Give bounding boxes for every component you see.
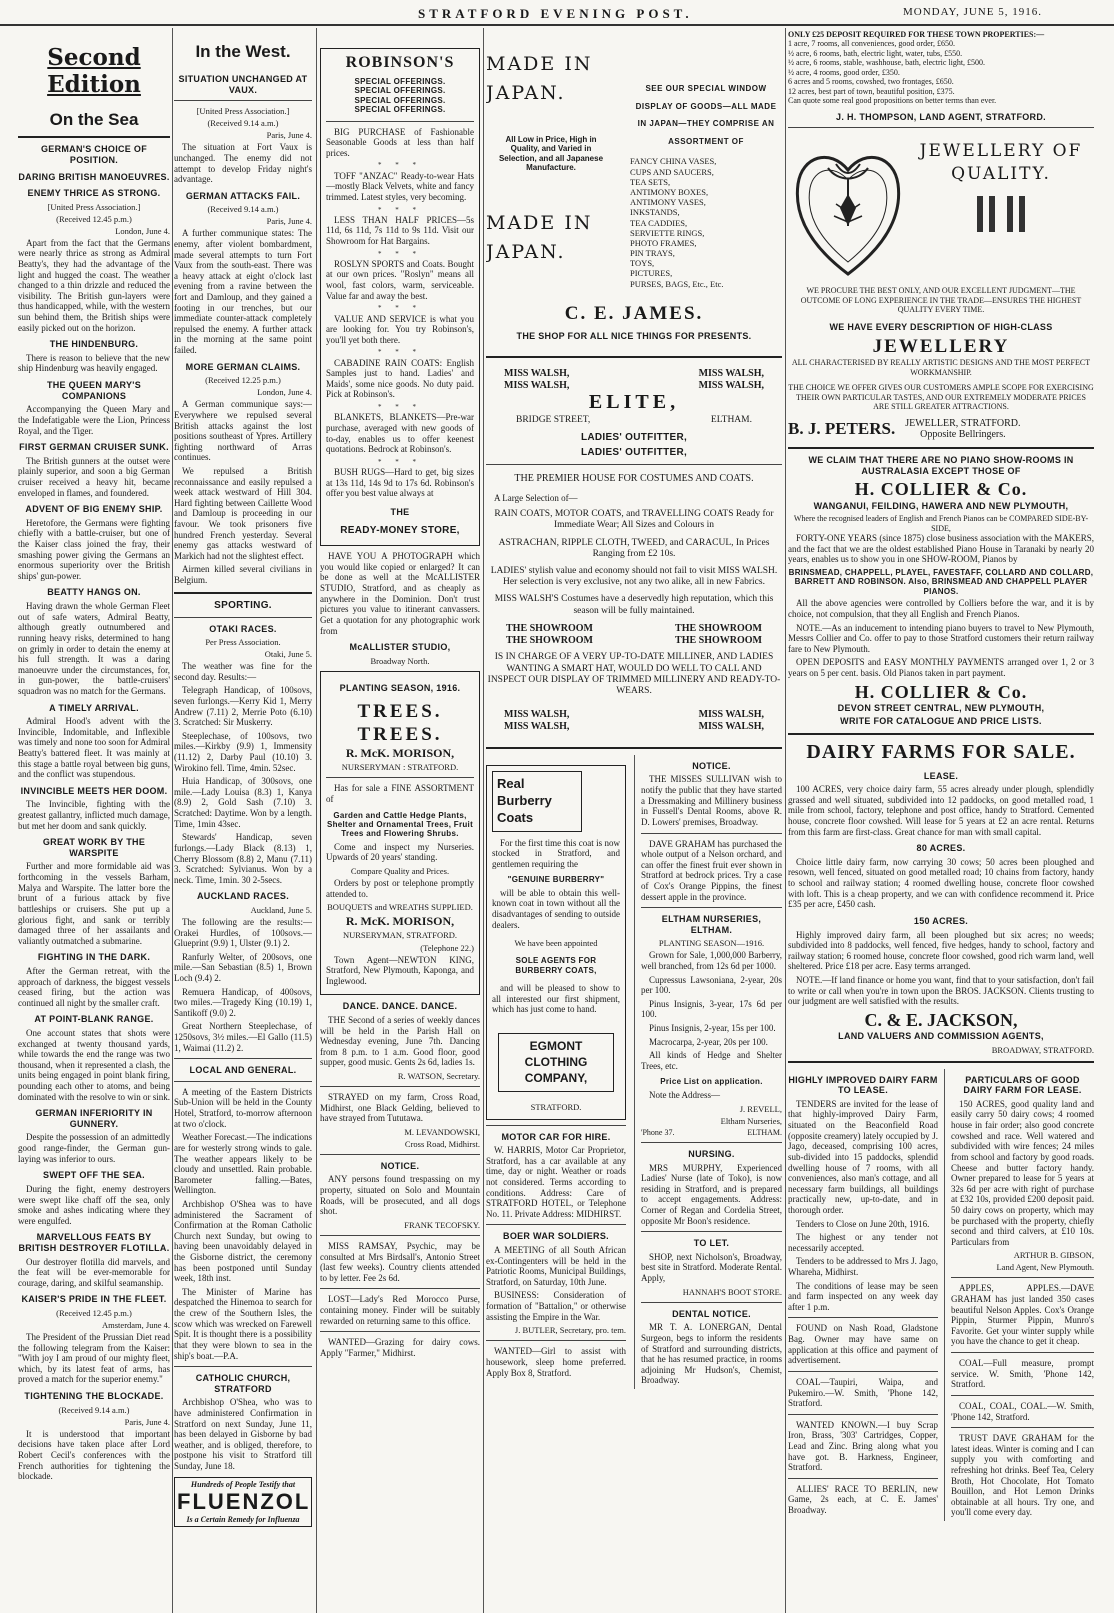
ad-title: PARTICULARS OF GOOD DAIRY FARM FOR LEASE. <box>963 1074 1082 1096</box>
section-heading: SPORTING. <box>214 599 272 611</box>
article-paragraph: Weather Forecast.—The indications are for westerly strong winds to gale. The weather appears likely to be cloudy and unsettled. Rain probable. Barometer falling.—Bates, Wellington. <box>174 1132 312 1196</box>
ad-text: FOUND on Nash Road, Gladstone Bag. Owner may have same on application at this office and payment of advertisement. <box>788 1323 938 1366</box>
ad-item: TOFF "ANZAC" Ready-to-wear Hats —mostly Black Velvets, white and fancy trimmed. Latest styles, very becoming. <box>326 170 474 202</box>
dateline: London, June 4. <box>257 387 312 398</box>
wire-credit: [United Press Association.] <box>47 201 141 212</box>
ad-text: LOST—Lady's Red Morocco Purse, containing money. Finder will be suitably rewarded on returning same to this office. <box>320 1294 480 1326</box>
received-time: (Received 12.45 p.m.) <box>56 213 132 224</box>
ad-text: 150 ACRES, good quality land and easily carry 50 dairy cows; 4 roomed house in fair order; also good concrete cowshed and race. Well watered and subdivided with wire fences; 24 miles from school and factory by good roads. Cheese and butter factory handy. Owner prepared to lease for 5 years at 32s 6d per acre with right of purchase at £32 10s, provided £200 deposit paid. 50 dairy cows on property, which may be purchased with the property, chiefly second and third calvers, at £10 10s. Particulars from <box>951 1098 1094 1247</box>
ad-text: WANTED KNOWN.—I buy Scrap Iron, Brass, '303' Cartridges, Copper, Lead and Zinc. Bring along what you have got. B. Harkness, Engineer, Stratford. <box>788 1419 938 1473</box>
ad-subtitle: SPECIAL OFFERINGS. <box>354 105 446 115</box>
ad-text: APPLES, APPLES.—DAVE GRAHAM has just landed 350 cases beautiful Nelson Apples. Cox's Orange Pippin, Sturmer Pippin, Munro's Favorite. Get your winter supply while you have the chance to get it cheap. <box>951 1283 1094 1347</box>
article-paragraph: The Minister of Marine has despatched the Hinemoa to search for the crew of the Southern Isles, the scow which was wrecked on Farewell Spit. It is thought there is a possibility that they were blown to sea in the ship's boat.—P.A. <box>174 1286 312 1361</box>
ad-text: SEE OUR SPECIAL WINDOW DISPLAY OF GOODS—ALL MADE IN JAPAN—THEY COMPRISE AN ASSORTMENT OF <box>635 84 777 146</box>
ad-heading: MADE IN JAPAN. <box>486 53 593 105</box>
ad-title: DENTAL NOTICE. <box>672 1308 751 1319</box>
ad-text: STRAYED on my farm, Cross Road, Midhirst, one Black Gelding, believed to have strayed from Tututawa. <box>320 1092 480 1124</box>
ad-text: LADIES' stylish value and economy should not fail to visit MISS WALSH. Her selection is very exclusive, not any two alike, all in new Fabrics. <box>490 566 778 588</box>
ad-text: Town Agent—NEWTON KING, Stratford, New Plymouth, Kaponga, and Inglewood. <box>326 954 474 986</box>
ad-text: FORTY-ONE YEARS (since 1875) close business association with the MAKERS, and the fact that we are the oldest established Piano House in Taranaki by nearly 20 years, enables us to show you in one SHOW-ROOM, Pianos by <box>788 533 1094 565</box>
ad-heading: DAIRY FARMS FOR SALE. <box>806 741 1076 764</box>
ad-subtitle: NURSERYMAN : STRATFORD. <box>341 762 459 773</box>
peters-signature <box>788 418 1094 442</box>
ad-text: WE HAVE EVERY DESCRIPTION OF HIGH-CLASS <box>829 322 1053 333</box>
ad-address: STRATFORD. <box>530 1101 582 1112</box>
ad-text: All Low in Price, High in Quality, and Varied in Selection, and all Japanese Manufacture. <box>498 134 604 173</box>
ad-text: Has for sale a FINE ASSORTMENT of <box>326 783 474 804</box>
article-paragraph: Accompanying the Queen Mary and the Indefatigable were the Lion, Princess Royal, and the Tiger. <box>18 404 170 436</box>
ad-item: ROSLYN SPORTS and Coats. Bought at our own prices. "Roslyn" means all wool, fast colors, warm, serviceable. Value far and away the best. <box>326 258 474 301</box>
ad-text: THE SHOWROOM <box>506 622 593 634</box>
ad-title: ONLY £25 DEPOSIT REQUIRED FOR THESE TOWN PROPERTIES:— <box>788 30 1045 39</box>
ad-subtitle: SPECIAL OFFERINGS. <box>354 76 446 86</box>
article-paragraph: The President of the Prussian Diet read the following telegram from the Kaiser: "With joy I am proud of our mighty fleet, which, by its latest feat of arms, has proved a match for the superior enemy." <box>18 1332 170 1385</box>
headline: AUCKLAND RACES. <box>197 891 289 902</box>
article-paragraph: Despite the possession of an admittedly good range-finder, the German gun-laying was inferior to ours. <box>18 1132 170 1164</box>
list-item: CUPS AND SAUCERS, <box>630 166 714 177</box>
ad-text: COAL—Full measure, prompt service. W. Smith, 'Phone 142, Stratford. <box>951 1358 1094 1390</box>
list-item: ½ acre, 4 rooms, good order, £350. <box>788 67 900 77</box>
article-paragraph: The weather was fine for the second day. Results:— <box>174 661 312 682</box>
ad-text: For the first time this coat is now stocked in Stratford, and gentlemen requiring the <box>492 837 620 869</box>
ad-title: TO LET. <box>693 1238 730 1249</box>
ad-text: All the above agencies were controlled by Colliers before the war, and it is by choice, not compulsion, that they all English and French Pianos. <box>788 598 1094 619</box>
jewellery-heart-icon <box>788 134 908 284</box>
list-item: PICTURES, <box>630 268 673 279</box>
column-west-sport <box>174 30 312 1613</box>
ad-text: ASTRACHAN, RIPPLE CLOTH, TWEED, and CARACUL, In Prices Ranging from £2 10s. <box>498 537 770 559</box>
ad-subtitle: WRITE FOR CATALOGUE AND PRICE LISTS. <box>840 716 1042 727</box>
ad-text: MISS WALSH'S Costumes have a deservedly high reputation, which this season will be fully maintained. <box>494 594 774 616</box>
ad-text: "GENUINE BURBERRY" <box>507 875 605 885</box>
ad-name: MISS WALSH, <box>504 709 570 721</box>
dateline: London, June 4. <box>115 225 170 236</box>
ad-title: PLANTING SEASON, 1916. <box>339 682 461 693</box>
column-rule <box>483 28 484 1613</box>
headline: MORE GERMAN CLAIMS. <box>185 361 301 372</box>
list-item: INKSTANDS, <box>630 207 680 218</box>
article-paragraph: Remuera Handicap, of 400sovs, two miles.—Tragedy King (10.19) 1, Santikoff (9.0) 2. <box>174 986 312 1018</box>
article-paragraph: During the fight, enemy destroyers were swept like chaff off the sea, only smoke and ashes indicating where they were engulfed. <box>18 1183 170 1226</box>
headline: OTAKI RACES. <box>209 623 277 634</box>
article-paragraph: Huia Handicap, of 300sovs, one mile.—Lady Louisa (8.3) 1, Kanya (8.9) 2, Gold Sash (7.10) 3. Scratched: Daytime. Won by a length. Time, 1min 43sec. <box>174 776 312 829</box>
article-paragraph: Further and more formidable aid was forthcoming in the vessels Barham, Malya and Warspite. The latter bore the brunt of a furious attack by five battleships or cruisers. She put up a glorious fight, and sank or terribly damaged three of her assailants and valiantly outmatched a submarine. <box>18 861 170 946</box>
article-paragraph: The Invincible, fighting with the greatest gallantry, inflicted much damage, but met her doom and sank quickly. <box>18 799 170 831</box>
headline: LOCAL AND GENERAL. <box>189 1065 297 1076</box>
headline: AT POINT-BLANK RANGE. <box>34 1014 154 1025</box>
fluenzol-ad <box>174 1477 312 1528</box>
ad-text: Choice little dairy farm, now carrying 30 cows; 50 acres been ploughed and resown, well fenced, situated on good metalled road; 10 chains from factory, handy to school and railway station; 4 roomed dwelling house, concrete floor cowshed with loft. This is a cheap property, and we can with confidence recommend it. Price £35 per acre, £450 cash. <box>788 856 1094 910</box>
list-item: PURSES, BAGS, Etc., Etc. <box>630 278 724 289</box>
headline: ENEMY THRICE AS STRONG. <box>27 188 161 199</box>
dateline: Amsterdam, June 4. <box>102 1320 170 1331</box>
ad-heading: JEWELLERY OF QUALITY. <box>919 141 1083 185</box>
masthead <box>0 4 1114 26</box>
wire-credit: Per Press Association. <box>205 637 281 648</box>
ad-subtitle: PLANTING SEASON—1916. <box>658 938 765 949</box>
article-paragraph: Heretofore, the Germans were fighting chiefly with a battle-cruiser, but one of the Kaiser class joined the fray, their smashing power giving the Germans an enormous superiority over the British ships' gun-power. <box>18 517 170 581</box>
ad-name: C. & E. JACKSON, <box>864 1009 1018 1030</box>
ad-subtitle: SPECIAL OFFERINGS. <box>354 86 446 96</box>
ad-title: NOTICE. <box>380 1160 420 1171</box>
ad-text: ANY persons found trespassing on my property, situated on Solo and Mountain Roads, will be prosecuted, and all dogs shot. <box>320 1174 480 1217</box>
article-paragraph: Airmen killed several civilians in Belgium. <box>174 564 312 586</box>
ad-text: Cupressus Lawsoniana, 2-year, 20s per 100. <box>641 974 782 996</box>
ad-text: THE <box>390 506 410 517</box>
ad-text: 100 ACRES, very choice dairy farm, 55 acres already under plough, splendidly grassed and well situated, subdivided into 12 paddocks, on good metalled road, 1 mile from school, factory, telephone and post office, handy to Stratford. Cemented house, concrete floor cowshed. Will lease for 5 years at £2 an acre rental. Returns from this farm are first-class. Great chance for man with small capital. <box>788 784 1094 837</box>
headline: SWEPT OFF THE SEA. <box>43 1170 145 1181</box>
ad-signature: M. LEVANDOWSKI, <box>404 1126 480 1137</box>
ad-signature: J. REVELL, <box>739 1103 782 1114</box>
ad-address: Opposite Bellringers. <box>920 429 1006 441</box>
ad-text: Pinus Insignis, 2-year, 15s per 100. <box>649 1023 776 1034</box>
ad-text: A MEETING of all South African ex-Contingenters will be held in the Patriotic Rooms, Municipal Buildings, Stratford, on Saturday, 10th June. <box>486 1245 626 1287</box>
ad-subtitle: THE SHOP FOR ALL NICE THINGS FOR PRESENTS. <box>516 331 752 342</box>
list-item: 1 acre, 7 rooms, all conveniences, good order, £650. <box>788 39 955 49</box>
burberry-ad <box>486 765 626 1120</box>
ad-text: Pinus Insignis, 3-year, 17s 6d per 100. <box>641 998 782 1020</box>
ad-text: Tenders to Close on June 20th, 1916. <box>796 1218 930 1229</box>
ad-subtitle: SPECIAL OFFERINGS. <box>354 95 446 105</box>
column-war-news <box>18 30 170 1613</box>
ad-name: MISS WALSH, <box>698 721 764 733</box>
ad-name: McALLISTER STUDIO, <box>349 642 451 653</box>
ad-text: WE CLAIM THAT THERE ARE NO PIANO SHOW-ROOMS IN AUSTRALASIA EXCEPT THOSE OF <box>808 455 1074 476</box>
ad-name: H. COLLIER & Co. <box>854 681 1028 702</box>
ad-address: BROADWAY, STRATFORD. <box>991 1044 1094 1055</box>
masthead-title: STRATFORD EVENING POST. <box>418 6 693 21</box>
ad-text: Price List on application. <box>660 1077 763 1087</box>
ad-name: MISS WALSH, <box>504 721 570 733</box>
ad-signature: J. BUTLER, Secretary, pro. tem. <box>514 1325 626 1336</box>
ad-title: ROBINSON'S <box>345 54 455 71</box>
ad-heading: JEWELLERY <box>872 336 1010 358</box>
list-item: SERVIETTE RINGS, <box>630 227 705 238</box>
article-paragraph: Apart from the fact that the Germans were nearly thrice as strong as Admiral Beatty's, they had the advantage of the light and hugged the coast. The weather changed to a thin drizzle and reduced the visibility. The British gun-layers were thus handicapped, while, with the western sun behind them, the British ships were easily picked out on the horizon. <box>18 237 170 333</box>
section-title: In the West. <box>195 42 291 61</box>
list-item: 12 acres, best part of town, beautiful position, £375. <box>788 86 955 96</box>
ad-address: ELTHAM. <box>710 415 752 426</box>
ad-text: WANTED—Grazing for dairy cows. Apply "Farmer," Midhirst. <box>320 1337 480 1358</box>
ad-name: R. McK. MORISON, <box>345 746 455 761</box>
ad-heading: MADE IN JAPAN. <box>486 211 593 264</box>
column-advertisements <box>320 30 480 1613</box>
ad-title: BOER WAR SOLDIERS. <box>503 1231 609 1242</box>
ad-text: and will be pleased to show to all interested our first shipment, which has just come to hand. <box>492 983 620 1015</box>
ad-text: All kinds of Hedge and Shelter Trees, etc. <box>641 1050 782 1071</box>
ad-title: NURSING. <box>688 1149 735 1159</box>
list-item: ½ acre, 6 rooms, bath, electric light, water, tubs, £550. <box>788 48 963 58</box>
article-paragraph: Archbishop O'Shea, who was to have administered Confirmation in Stratford on next Sunday, June 11, has been delayed in Gisborne by bad weather, and is obliged, therefore, to postpone his visit to Stratford till Sunday, June 18. <box>174 1397 312 1471</box>
ad-text: Orders by post or telephone promptly attended to. <box>326 878 474 899</box>
ad-text: Come and inspect my Nurseries. Upwards of 20 years' standing. <box>326 841 474 863</box>
headline: MARVELLOUS FEATS BY BRITISH DESTROYER FLOTILLA. <box>18 1232 170 1253</box>
ad-name: H. COLLIER & Co. <box>854 479 1028 500</box>
ad-text: SOLE AGENTS FOR BURBERRY COATS, <box>515 956 597 975</box>
section-banner: On the Sea <box>49 110 139 130</box>
ad-text: MR T. A. LONERGAN, Dental Surgeon, begs to inform the residents of Stratford and surrounding districts, that he has resumed practice, in rooms adjoining Mr Hudson's, Chemist, Broadway. <box>641 1322 782 1386</box>
ad-phone: 'Phone 37. <box>641 1127 675 1137</box>
ad-name: R. McK. MORISON, <box>345 914 455 929</box>
ad-text: The conditions of lease may be seen and farm inspected on any week day after 1 p.m. <box>788 1280 938 1312</box>
peters-jewellery-ad <box>788 134 1094 284</box>
ad-text: THE Second of a series of weekly dances will be held in the Parish Hall on Wednesday evening, June 7th. Dancing from 8 p.m. to 1 a.m. Good floor, good supper, good music. Gents 2s 6d, ladies 1s. <box>320 1014 480 1068</box>
headline: GREAT WORK BY THE WARSPITE <box>42 837 146 858</box>
headline: DARING BRITISH MANOEUVRES. <box>18 171 170 182</box>
ad-subtitle: LAND VALUERS AND COMMISSION AGENTS, <box>838 1031 1044 1042</box>
article-paragraph: Archbishop O'Shea was to have administered the Sacrament of Confirmation at the Roman Catholic Church next Sunday, but owing to having been unavoidably delayed in the Gisborne district, the ceremony has been postponed until Sunday week, 18th inst. <box>174 1198 312 1284</box>
ad-brand: EGMONT CLOTHING COMPANY, <box>498 1033 614 1092</box>
ad-store-name: READY-MONEY STORE, <box>340 525 460 537</box>
article-paragraph: The following are the results:—Orakei Hurdles, of 100sovs.—Glueprint (9.9) 1, Ulster (9.1) 2. <box>174 916 312 949</box>
ad-title: HIGHLY IMPROVED DAIRY FARM TO LEASE. <box>788 1074 938 1096</box>
made-in-japan-ad <box>486 50 782 289</box>
ad-phone: (Telephone 22.) <box>420 942 474 953</box>
headline: ADVENT OF BIG ENEMY SHIP. <box>25 504 163 515</box>
article-paragraph: We repulsed a British reconnaissance and easily repulsed a week attack westward of Hill 304. Hard fighting between Caillette Wood and Damloup is proceeding in our favour. We took prisoners five hundred French yesterday. Several enemy gas attacks westward of Markich had not the slightest effect. <box>174 466 312 561</box>
ad-text: TENDERS are invited for the lease of that highly-improved Dairy Farm, situated on the Beaconfield Road (opposite creamery) lately occupied by J. Jago, deceased, comprising 100 acres, sub-divided into 15 paddocks, splendid dwelling house of 7 rooms, with all conveniences, also man's cottage, and all necessary farm buildings, all buildings practically new, up-to-date, and in thorough order. <box>788 1098 938 1215</box>
ad-subtitle: LEASE. <box>923 770 959 781</box>
ad-text: THE MISSES SULLIVAN wish to notify the public that they have started a Dressmaking and Millinery business in Fussell's Dental Rooms, above R. D. Lowers' premises, Broadway. <box>641 774 782 827</box>
ad-text: BRINSMEAD, CHAPPELL, PLAYEL, FAVESTAFF, COLLARD AND COLLARD, BARRETT AND ROBINSON. Also, BRINSMEAD AND CHAPPELL PLAYER PIANOS. <box>788 567 1094 596</box>
ad-text: MISS RAMSAY, Psychic, may be consulted at Mrs Birdsall's, Antonio Street (last few weeks). Country clients attended to by letter. Fee 2s 6d. <box>320 1240 480 1283</box>
list-item: TEA CADDIES, <box>630 217 688 228</box>
subheadline: SITUATION UNCHANGED AT VAUX. <box>178 74 308 95</box>
ad-item: BIG PURCHASE of Fashionable Seasonable Goods at less than half prices. <box>326 126 474 158</box>
list-item: TEA SETS, <box>630 176 671 187</box>
article-paragraph: There is reason to believe that the new ship Hindenburg was heavily engaged. <box>18 352 170 374</box>
ad-text: THE SHOWROOM <box>675 634 762 646</box>
dateline: Paris, June 4. <box>124 1416 170 1427</box>
ad-text: THE SHOWROOM <box>506 634 593 646</box>
ad-signature: HANNAH'S BOOT STORE. <box>682 1286 782 1297</box>
ad-text: THE SHOWROOM <box>675 622 762 634</box>
ad-title: ELTHAM NURSERIES, ELTHAM. <box>661 914 762 935</box>
wire-credit: [United Press Association.] <box>196 106 290 117</box>
ad-item: LESS THAN HALF PRICES—5s 11d, 6s 11d, 7s 11d to 9s 11d. Visit our Showroom for Hat Bargains. <box>326 214 474 246</box>
headline: BEATTY HANGS ON. <box>47 587 141 598</box>
headline: THE HINDENBURG. <box>49 339 139 350</box>
ad-text: BOUQUETS and WREATHS SUPPLIED. <box>327 902 473 913</box>
ad-text: Can quote some real good propositions on better terms than ever. <box>788 96 997 106</box>
article-paragraph: Steeplechase, of 100sovs, two miles.—Kirkby (9.9) 1, Immensity (11.12) 2, Darby Paul (10.10) 3. Wirokino fell. Time, 4min. 52sec. <box>174 730 312 773</box>
article-paragraph: Our destroyer flotilla did marvels, and the feat will be ever-memorable for courage, daring, and skilful seamanship. <box>18 1256 170 1288</box>
ad-text: WANTED—Girl to assist with housework, sleep home preferred. Apply Box 8, Stratford. <box>486 1346 626 1378</box>
ad-text: A Large Selection of— <box>494 492 578 503</box>
ad-subtitle: DEVON STREET CENTRAL, NEW PLYMOUTH, <box>837 702 1045 713</box>
ad-title: MOTOR CAR FOR HIRE. <box>501 1131 611 1142</box>
dateline: Auckland, June 5. <box>250 904 312 915</box>
dateline: Otaki, June 5. <box>264 649 312 660</box>
ad-text: We have been appointed <box>514 938 598 949</box>
ad-tagline: Is a Certain Remedy for Influenza <box>186 1514 300 1524</box>
column-rule <box>316 28 317 1613</box>
headline: FIRST GERMAN CRUISER SUNK. <box>19 442 169 453</box>
ad-signature: ARTHUR B. GIBSON, <box>1013 1250 1094 1261</box>
ad-text: Garden and Cattle Hedge Plants, Shelter and Ornamental Trees, Fruit Trees and Flowering Shrubs. <box>326 810 474 839</box>
article-paragraph: A further communique states: The enemy, after violent bombardment, made several attempts to turn Fort Vaux from the south-east. There was a heavy attack at eight o'clock last evening from a ravine between the fort and Damloup, and they gained a footing in our trenches, but our immediate counter-attack completely repulsed the enemy. A further attack in the morning at the same point failed. <box>174 228 312 356</box>
ad-text: THE PREMIER HOUSE FOR COSTUMES AND COATS. <box>514 472 754 484</box>
article-paragraph: Admiral Hood's advent with the Invincible, Indomitable, and Inflexible was timely and none too soon for Admiral Beatty's battered fleet. It was mainly at this stage a battle royal between big guns, and the conflict was stupendous. <box>18 716 170 780</box>
headline: CATHOLIC CHURCH, STRATFORD <box>195 1373 291 1394</box>
ad-text: ALLIES' RACE TO BERLIN, new Game, 2s each, at C. E. James' Broadway. <box>788 1483 938 1515</box>
ad-subtitle: JEWELLER, STRATFORD. <box>905 417 1021 429</box>
ad-text: IS IN CHARGE OF A VERY UP-TO-DATE MILLINER, AND LADIES WANTING A SMART HAT, WOULD DO WELL TO CALL AND INSPECT OUR DISPLAY OF TRIMMED MILLINERY AND READY-TO-WEARS. <box>487 652 781 697</box>
dateline: Paris, June 4. <box>266 216 312 227</box>
ad-text: Tenders to be addressed to Mrs J. Jago, Whareha, Midhirst. <box>788 1256 938 1278</box>
list-item: ANTIMONY VASES, <box>630 197 706 208</box>
received-time: (Received 12.25 p.m.) <box>205 375 281 386</box>
list-item: TOYS, <box>630 258 655 269</box>
received-time: (Received 9.14 a.m.) <box>207 204 279 215</box>
ad-text: NOTE.—As an inducement to intending piano buyers to travel to New Plymouth, Messrs Collier and Co. offer to pay to those Stratford customers their return railway fare to New Plymouth. <box>788 622 1094 654</box>
column-shop-ads <box>486 30 782 1613</box>
ad-name: B. J. PETERS. <box>788 419 896 439</box>
list-item: PHOTO FRAMES, <box>630 237 697 248</box>
ad-brand: FLUENZOL <box>177 1489 311 1515</box>
article-paragraph: A meeting of the Eastern Districts Sub-Union will be held in the County Hotel, Stratford, to-morrow afternoon at two o'clock. <box>174 1086 312 1129</box>
article-paragraph: Great Northern Steeplechase, of 1250sovs, 3½ miles.—El Gallo (11.5) 1, Waimai (11.2) 2. <box>174 1021 312 1053</box>
ad-name: MISS WALSH, <box>504 367 570 379</box>
jewellery-bars-icon <box>971 192 1031 236</box>
ad-item: VALUE AND SERVICE is what you are looking for. You try Robinson's, you'll yet both there. <box>326 313 474 345</box>
article-paragraph: The British gunners at the outset were plainly superior, and soon a big German cruiser received a heavy hit, became enveloped in flames, and foundered. <box>18 455 170 498</box>
edition-heading: Second Edition <box>47 44 141 99</box>
ad-title: DANCE. DANCE. DANCE. <box>342 1001 458 1012</box>
list-item: 6 acres and 5 rooms, cowshed, two frontages, £650. <box>788 77 954 87</box>
headline: INVINCIBLE MEETS HER DOOM. <box>20 785 168 796</box>
ad-address: Land Agent, New Plymouth. <box>996 1262 1094 1273</box>
ad-text: OPEN DEPOSITS and EASY MONTHLY PAYMENTS arranged over 1, 2 or 3 years on 5 per cent. basis. Old Pianos taken in part payment. <box>788 657 1094 678</box>
ad-text: TRUST DAVE GRAHAM for the latest ideas. Winter is coming and I can supply you with comforting and refreshing hot drinks. Beef Tea, Celery Broth, Hot Chocolate, Hot Tomato Bouillon, and Hot Lemon Drinks obtainable at all hours. Try one, and you'll come every day. <box>951 1433 1094 1518</box>
ad-subtitle: LADIES' OUTFITTER, <box>580 432 688 444</box>
article-paragraph: After the German retreat, with the approach of darkness, the biggest vessels ceased firing, but the action was continued all night by the smaller craft. <box>18 965 170 1008</box>
ad-name: MISS WALSH, <box>504 379 570 391</box>
ad-heading: TREES. <box>357 723 443 745</box>
column-rule <box>172 28 173 1613</box>
article-paragraph: Stewards' Handicap, seven furlongs.—Lady Black (8.13) 1, Cherry Blossom (8.8) 2, Manu (7.11) 3. Scratched: Sylvianus. Won by a neck. Time, 1min. 30 2-5secs. <box>174 832 312 885</box>
ad-heading: ELITE, <box>588 391 680 414</box>
headline: GERMAN'S CHOICE OF POSITION. <box>40 144 148 165</box>
ad-text: Compare Quality and Prices. <box>350 866 450 877</box>
ad-title: NOTICE. <box>692 760 731 771</box>
ad-tagline: Hundreds of People Testify that <box>190 1479 296 1489</box>
article-paragraph: Telegraph Handicap, of 100sovs, seven furlongs.—Kerry Kid 1, Merry Andrew (7.11) 2, Merrie Poto (6.10) 3. Scratched: Sir Muskerry. <box>174 685 312 728</box>
headline: KAISER'S PRIDE IN THE FLEET. <box>21 1294 167 1305</box>
article-paragraph: Ranfurly Welter, of 200sovs, one mile.—San Sebastian (8.5) 1, Brown Loch (9.4) 2. <box>174 951 312 983</box>
ad-text: W. HARRIS, Motor Car Proprietor, Stratford, has a car available at any time, day or night. Weather or roads not considered. Terms according to conditions. Address: Care of STRATFORD HOTEL, or Telephone No. 11. Private Address: MIDHIRST. <box>486 1145 626 1219</box>
ad-text: SHOP, next Nicholson's, Broadway, best site in Stratford. Moderate Rental. Apply, <box>641 1251 782 1284</box>
article-paragraph: A German communique says:— Everywhere we repulsed several British attacks against the lost positions southeast of Ypres. Artillery fighting northward of Arras continues. <box>174 399 312 463</box>
ad-text: Note the Address— <box>649 1089 720 1100</box>
ad-signature: J. H. THOMPSON, LAND AGENT, STRATFORD. <box>836 111 1046 122</box>
ad-subtitle: WANGANUI, FEILDING, HAWERA AND NEW PLYMOUTH, <box>813 500 1069 511</box>
ad-signature: R. WATSON, Secretary. <box>397 1071 480 1081</box>
ad-address: ELTHAM. <box>747 1127 782 1137</box>
morison-nursery-ad <box>320 671 480 996</box>
masthead-date: MONDAY, JUNE 5, 1916. <box>903 6 1042 18</box>
received-time: (Received 9.14 a.m.) <box>207 118 279 129</box>
ad-text: COAL—Taupiri, Waipa, and Pukemiro.—W. Smith, 'Phone 142, Stratford. <box>788 1376 938 1409</box>
ad-name: MISS WALSH, <box>698 367 764 379</box>
ad-signature: FRANK TECOFSKY. <box>404 1219 480 1230</box>
article-paragraph: One account states that shots were exchanged at twenty thousand yards, while towards the end the range was two thousand, when it represented a clash, the units being engaged in point blank firing, pounding each other to atoms, and being dominated with the resolve to win or sink. <box>18 1028 170 1102</box>
list-item: PIN TRAYS, <box>630 248 675 259</box>
ad-heading: TREES. <box>357 701 443 723</box>
ad-text: Highly improved dairy farm, all been ploughed but six acres; no weeds; subdivided into 8 paddocks, well fenced, five hedges, handy to school, factory and railway station; 6 roomed house, concrete floor cowshed, good rich warm land, well sheltered. Price £18 per acre. Easy terms arranged. <box>788 929 1094 972</box>
ad-text: Where the recognised leaders of English and French Pianos can be COMPARED SIDE-BY-SIDE, <box>793 514 1089 533</box>
ad-subtitle: 150 ACRES. <box>913 915 969 926</box>
ad-address: Cross Road, Midhirst. <box>404 1138 480 1149</box>
robinsons-ad: ROBINSON'S SPECIAL OFFERINGS. SPECIAL OFFERINGS. SPECIAL OFFERINGS. SPECIAL OFFERINGS. BIG PURCHASE of Fashionable Seasonable Goods at less than half prices. * * * TOFF "ANZAC" Ready-to-wear Hats —mostly Black Velvets, white and fancy trimmed. Latest styles, very becoming. * * * LESS THAN HALF PRICES—5s 11d, 6s 11d, 7s 11d to 9s 11d. Visit our Showroom for Hat Bargains. * * * ROSLYN SPORTS and Coats. Bought at our own prices. "Roslyn" means all wool, fast colors, warm, serviceable. Value far and away the best. * * * VALUE AND SERVICE is what you are looking for. You try Robinson's, you'll yet both there. * * * CABADINE RAIN COATS: English Samples just to hand. Ladies' and Maids', some nice goods. No duty paid. Pick at Robinson's. * * * BLANKETS, BLANKETS—Pre-war purchase, averaged with new goods of to-day, enables us to offer keenest quotations. Bedrock at Robinson's. * * * BUSH RUGS—Hard to get, big sizes at 13s 11d, 14s 9d to 17s 6d. Robinson's offer you best value always at THE READY-MONEY STORE, <box>320 48 480 546</box>
list-item: ANTIMONY BOXES, <box>630 186 709 197</box>
ad-text: HAVE YOU A PHOTOGRAPH which you would like copied or enlarged? It can be done as well at the McALLISTER STUDIO, Stratford, and as cheaply as anywhere in the Dominion. Don't trust pictures you value to itinerant canvassers. Get a quotation for any photographic work from <box>320 551 480 636</box>
ad-text: ALL CHARACTERISED BY REALLY ARTISTIC DESIGNS AND THE MOST PERFECT WORKMANSHIP. <box>791 358 1091 377</box>
list-item: ½ acre, 6 rooms, stable, washhouse, bath, electric light, £500. <box>788 58 986 68</box>
ad-address: BRIDGE STREET, <box>516 415 591 426</box>
ad-item: BUSH RUGS—Hard to get, big sizes at 13s 11d, 14s 9d to 17s 6d. Robinson's offer you best value always at <box>326 467 474 499</box>
column-rule <box>785 28 786 1613</box>
ad-text: BUSINESS: Consideration of formation of "Battalion," or otherwise assisting the Empire in the War. <box>486 1290 626 1322</box>
property-list <box>788 39 1094 96</box>
article-paragraph: The situation at Fort Vaux is unchanged. The enemy did not attempt to develop Friday night's advantage. <box>174 142 312 185</box>
headline: FIGHTING IN THE DARK. <box>37 952 151 963</box>
dateline: Paris, June 4. <box>266 130 312 141</box>
ad-text: will be able to obtain this well-known coat in town without all the disadvantages of sending to outside dealers. <box>492 887 620 930</box>
received-time: (Received 9.14 a.m.) <box>58 1404 130 1415</box>
ad-text: Macrocarpa, 2-year, 20s per 100. <box>649 1036 768 1047</box>
elite-walsh-ad <box>486 368 782 733</box>
ad-text: The highest or any tender not necessarily accepted. <box>788 1232 938 1253</box>
ad-text: NOTE.—If land finance or home you want, find that to your satisfaction, don't fail to write or call when you're in town upon the BROS. JACKSON. Clients trusting to our judgment are well satisfied with the results. <box>788 974 1094 1007</box>
ad-heading: Real Burberry Coats <box>492 771 582 832</box>
received-time: (Received 12.45 p.m.) <box>56 1308 132 1319</box>
headline: A TIMELY ARRIVAL. <box>49 702 139 713</box>
ad-address: Broadway North. <box>370 655 430 666</box>
ad-name: MISS WALSH, <box>698 379 764 391</box>
ad-subtitle: LADIES' OUTFITTER, <box>580 447 688 459</box>
ad-subtitle: 80 ACRES. <box>916 843 966 854</box>
ad-name: C. E. JAMES. <box>564 302 704 324</box>
ad-text: DAVE GRAHAM has purchased the whole output of a Nelson orchard, and can offer the finest fruit ever shown in Stratford at bedrock prices. Try a case of Cox's Orange Pippins, the finest dessert apple in the province. <box>641 838 782 902</box>
ad-text: WE PROCURE THE BEST ONLY, AND OUR EXCELLENT JUDGMENT—THE OUTCOME OF LONG EXPERIENCE IN THE TRADE—ENSURES THE HIGHEST QUALITY EVERY TIME. <box>800 286 1082 314</box>
headline: TIGHTENING THE BLOCKADE. <box>24 1391 164 1402</box>
headline: THE QUEEN MARY'S COMPANIONS <box>46 380 142 401</box>
ad-address: Eltham Nurseries, <box>720 1115 782 1126</box>
ad-text: COAL, COAL, COAL.—W. Smith, 'Phone 142, Stratford. <box>951 1400 1094 1422</box>
ad-subtitle: NURSERYMAN, STRATFORD. <box>342 930 458 941</box>
goods-list <box>630 156 782 288</box>
ad-item: BLANKETS, BLANKETS—Pre-war purchase, averaged with new goods of to-day, enables us to offer keenest quotations. Bedrock at Robinson's. <box>326 412 474 455</box>
article-paragraph: It is understood that important decisions have taken place after Lord Robert Cecil's conferences with the French authorities for tightening the blockade. <box>18 1428 170 1482</box>
headline: GERMAN INFERIORITY IN GUNNERY. <box>35 1108 153 1129</box>
ad-text: THE CHOICE WE OFFER GIVES OUR CUSTOMERS AMPLE SCOPE FOR EXERCISING THEIR OWN PARTICULAR TASTES, AND OUR EXTREMELY MODERATE PRICES ARE STILL GREATER ATTRACTIONS. <box>788 383 1094 412</box>
article-paragraph: Having drawn the whole German Fleet out of safe waters, Admiral Beatty, although greatly outnumbered and running heavy risks, determined to hang on grimly in order to detain the enemy at his full strength. It was a daring manoeuvre under the circumstances, for, in gun-power, the battle-cruisers' squadron was no match for the Germans. <box>18 601 170 696</box>
ad-text: Grown for Sale, 1,000,000 Barberry, well branched, from 12s 6d per 1000. <box>641 950 782 971</box>
list-item: FANCY CHINA VASES, <box>630 156 717 167</box>
ad-text: MRS MURPHY, Experienced Ladies' Nurse (late of Toko), is now residing in Stratford, and is prepared to accept engagements. Address: Corner of Regan and Cordelia Street, opposite Mr Boon's residence. <box>641 1162 782 1226</box>
ad-item: CABADINE RAIN COATS: English Samples just to hand. Ladies' and Maids', some nice goods. No duty paid. Pick at Robinson's. <box>326 357 474 400</box>
column-property-ads <box>788 30 1094 1613</box>
headline: GERMAN ATTACKS FAIL. <box>185 190 301 201</box>
ad-text: RAIN COATS, MOTOR COATS, and TRAVELLING COATS Ready for Immediate Wear; All Sizes and Colours in <box>494 509 774 531</box>
ad-name: MISS WALSH, <box>698 709 764 721</box>
